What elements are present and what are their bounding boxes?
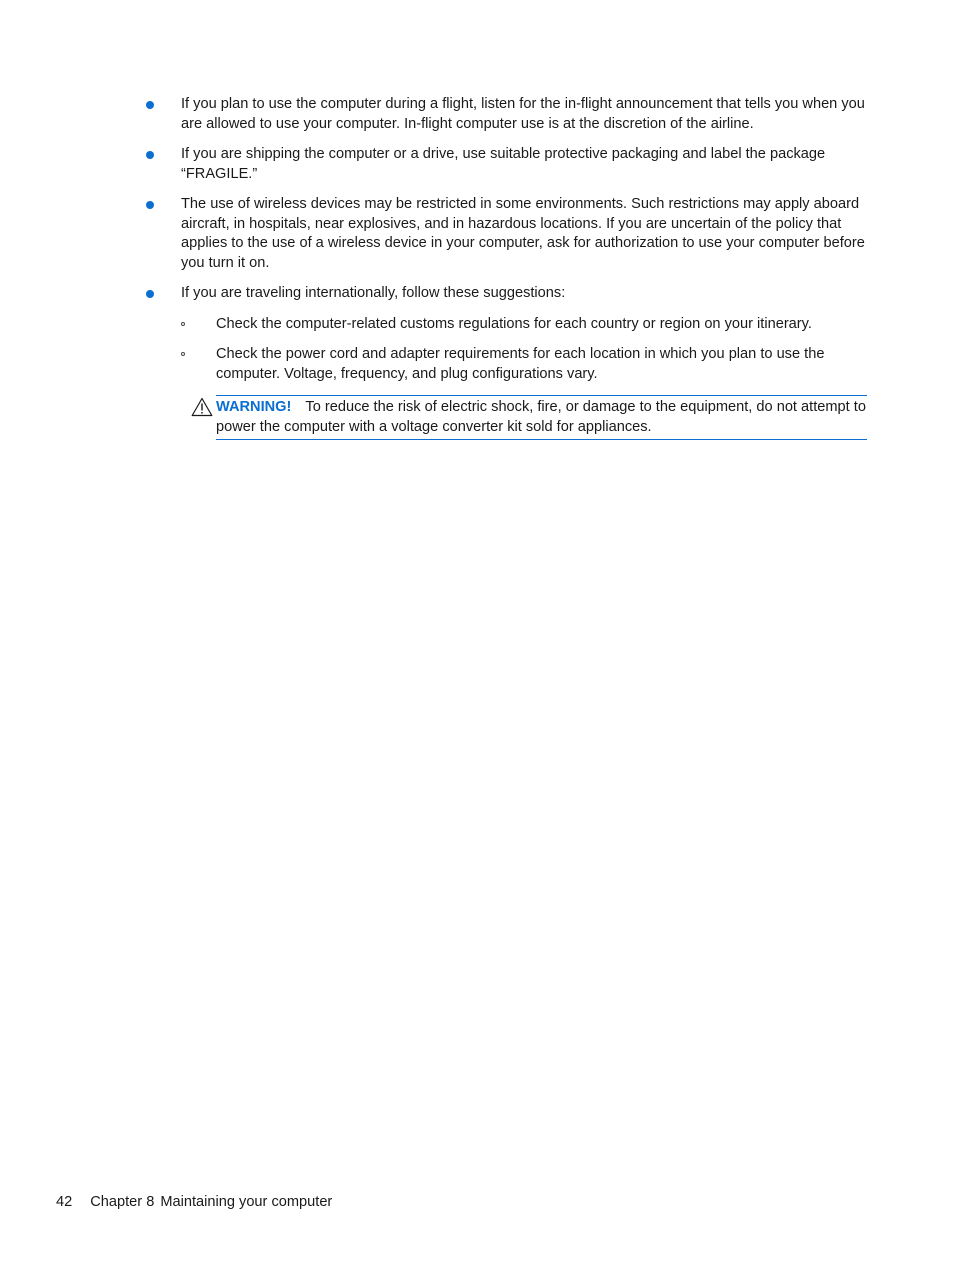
list-item-text: If you are traveling internationally, follow these suggestions: bbox=[181, 285, 566, 301]
warning-text: To reduce the risk of electric shock, fire, or damage to the equipment, do not attempt to power the computer with a voltage converter kit sold for appliances. bbox=[216, 399, 866, 435]
bullet-icon bbox=[146, 201, 154, 209]
bullet-icon bbox=[146, 290, 154, 298]
page-content bbox=[0, 95, 954, 440]
list-item-text: The use of wireless devices may be restricted in some environments. Such restrictions may apply aboard aircraft, in hospitals, near explosives, and in hazardous locations. If you are uncertain of the policy that applies to the use of a wireless device in your computer, ask for authorization to use your computer before you turn it on. bbox=[181, 196, 865, 271]
chapter-label: Chapter 8 bbox=[90, 1194, 155, 1210]
list-item bbox=[0, 284, 867, 304]
warning-label: WARNING! bbox=[216, 399, 292, 415]
list-item bbox=[0, 95, 867, 134]
bullet-icon bbox=[146, 101, 154, 109]
sub-list-item-text: Check the power cord and adapter requirements for each location in which you plan to use the computer. Voltage, frequency, and plug configurations vary. bbox=[216, 346, 825, 382]
sub-bullet-icon bbox=[181, 322, 185, 326]
list-item bbox=[0, 145, 867, 184]
sub-list-item bbox=[0, 315, 867, 335]
sub-bullet-icon bbox=[181, 352, 185, 356]
warning-triangle-icon bbox=[191, 397, 213, 417]
list-item-text: If you are shipping the computer or a drive, use suitable protective packaging and label the package “FRAGILE.” bbox=[181, 146, 826, 182]
bullet-icon bbox=[146, 151, 154, 159]
sub-list-item-text: Check the computer-related customs regulations for each country or region on your itinerary. bbox=[216, 315, 812, 332]
sub-list-item bbox=[0, 345, 867, 384]
chapter-title: Maintaining your computer bbox=[160, 1194, 333, 1210]
page-footer bbox=[56, 1192, 332, 1212]
list-item bbox=[0, 195, 867, 273]
list-item-text: If you plan to use the computer during a flight, listen for the in-flight announcement that tells you when you are allowed to use your computer. In-flight computer use is at the discretion of the airline. bbox=[181, 96, 865, 132]
page-number: 42 bbox=[56, 1194, 73, 1210]
warning-callout bbox=[216, 395, 867, 440]
